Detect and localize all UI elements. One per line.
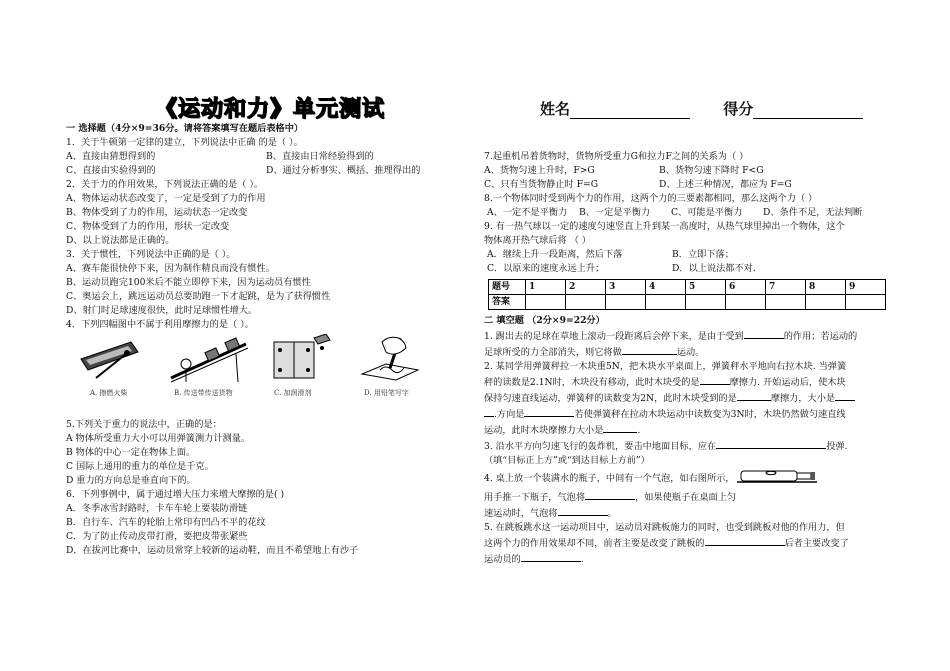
- answer-number-3: 3: [606, 280, 646, 295]
- q6-text: 6．下列事例中，属于通过增大压力来增大摩擦的是( ): [66, 489, 285, 500]
- f1-blank-2[interactable]: [622, 344, 677, 355]
- q1-option-b: B、直接由日常经验得到的: [266, 151, 374, 162]
- q5-option-c: C 国际上通用的重力的单位是千克。: [66, 461, 214, 472]
- q9-option-c: C．以原来的速度永远上升；: [487, 263, 605, 274]
- f2-line4: [484, 406, 894, 422]
- q2-text: 2．关于力的作用效果，下列说法正确的是（ ）。: [66, 179, 264, 190]
- f3-blank[interactable]: [716, 438, 826, 449]
- q7-option-a: A、货物匀速上升时，F>G: [484, 165, 595, 176]
- answer-number-8: 8: [806, 280, 846, 295]
- name-score-bar: [540, 98, 863, 119]
- f3-text: 投弹.: [826, 441, 848, 452]
- q1-option-c: C、直接由实验得到的: [66, 165, 156, 176]
- name-blank[interactable]: [570, 104, 690, 119]
- q4-caption-c: C. 加润滑剂: [274, 389, 312, 397]
- answer-table: [488, 279, 886, 310]
- lubricant-hinge-picture: [266, 334, 336, 384]
- f1-text: 运动。: [676, 347, 705, 358]
- q4-text: 4．下列四幅图中不属于利用摩擦力的是（ ）。: [66, 319, 254, 330]
- section1-title: 一 选择题（4分×9=36分。请将答案填写在题后表格中）: [66, 123, 304, 134]
- answer-table-answer-label: 答案: [489, 295, 526, 310]
- answer-cell[interactable]: [646, 295, 686, 310]
- f5-text: 后者主要改变了: [784, 538, 849, 549]
- f5-blank-2[interactable]: [521, 551, 581, 562]
- match-striking-picture: [76, 334, 146, 384]
- q9-line2: 物体离开热气球后将 （ ）: [484, 235, 591, 246]
- answer-cell[interactable]: [806, 295, 846, 310]
- f2-blank-1[interactable]: [700, 374, 730, 385]
- q7-options-ab: [484, 164, 894, 178]
- f4-line3: [484, 505, 894, 521]
- answer-cell[interactable]: [766, 295, 806, 310]
- q4-caption-a: A. 擦燃火柴: [90, 389, 128, 397]
- q5-text: 5.下列关于重力的说法中，正确的是：: [66, 419, 222, 430]
- right-column: [484, 150, 894, 567]
- q6-option-b: B．自行车、汽车的轮胎上常印有凹凸不平的花纹: [66, 517, 266, 528]
- f2-blank-3[interactable]: [835, 390, 855, 401]
- f3-line1: [484, 438, 894, 454]
- f2-text: 秤的读数是2.1N时，木块没有移动，此时木块受的是: [484, 377, 700, 388]
- f3-line2: （填“目标正上方”或“到达目标上方前”）: [484, 455, 650, 466]
- exam-title: 《运动和力》单元测试: [155, 97, 386, 122]
- q8-option-d: D、条件不足，无法判断: [763, 207, 863, 218]
- answer-number-7: 7: [766, 280, 806, 295]
- q6-option-c: C．为了防止传动皮带打滑，要把皮带张紧些: [66, 531, 248, 542]
- answer-cell[interactable]: [566, 295, 606, 310]
- q8-text: 8.一个物体同时受到两个力的作用，这两个力的三要素都相同，那么这两个力（ ）: [484, 193, 818, 204]
- q5-option-d: D 重力的方向总是垂直向下的。: [66, 475, 196, 486]
- q1-text: 1．关于牛顿第一定律的建立，下列说法中正确 的是（ ）。: [66, 137, 303, 148]
- f2-blank-3-cont[interactable]: [484, 406, 494, 417]
- f3-text: 3. 沿水平方向匀速飞行的轰炸机，要击中地面目标，应在: [484, 441, 717, 452]
- f2-text: .: [637, 425, 641, 436]
- f1-line1: [484, 328, 894, 344]
- f4-text: ，如果使瓶子在桌面上匀: [635, 492, 737, 503]
- f2-text: 摩擦力，大小是: [770, 393, 836, 404]
- f4-text: 。: [607, 508, 617, 519]
- f5-blank-1[interactable]: [705, 535, 785, 546]
- answer-number-9: 9: [846, 280, 886, 295]
- answer-number-2: 2: [566, 280, 606, 295]
- answer-cell[interactable]: [606, 295, 646, 310]
- f2-text: 摩擦力. 开始运动后，使木块: [729, 377, 846, 388]
- q8-option-a: A、一定不是平衡力: [487, 207, 568, 218]
- f2-line2: [484, 374, 894, 390]
- q7-option-d: D、上述三种情况，都应为 F=G: [659, 179, 792, 190]
- q4-caption-d: D. 用铅笔写字: [364, 389, 409, 397]
- q9-option-b: B．立即下落；: [672, 249, 734, 260]
- q6-option-a: A．冬季冰雪封路时，卡车车轮上要装防滑链: [66, 503, 248, 514]
- f4-text: 速运动时，气泡将: [484, 508, 558, 519]
- f1-blank-1[interactable]: [744, 328, 784, 339]
- q5-option-a: A 物体所受重力大小可以用弹簧测力计测量。: [66, 433, 251, 444]
- f4-text: 4. 桌上放一个装满水的瓶子，中间有一个气泡，如右图所示，: [484, 473, 735, 484]
- q1-options-ab: [66, 150, 466, 164]
- answer-number-6: 6: [726, 280, 766, 295]
- q1-option-d: D、通过分析事实、概括、推理得出的: [266, 165, 421, 176]
- f2-text: 若使弹簧秤在拉动木块运动中读数变为3N时，木块仍然做匀速直线: [574, 409, 846, 420]
- q7-option-c: C、只有当货物静止时 F=G: [484, 179, 599, 190]
- q3-option-c: C、奥运会上，跳远运动员总要助跑一下才起跳，是为了获得惯性: [66, 291, 331, 302]
- f2-text: 运动，此时木块摩擦力大小是: [484, 425, 604, 436]
- left-column: [66, 122, 466, 558]
- f1-text: 1. 踢出去的足球在草地上滚动一段距离后会停下来，是由于受到: [484, 331, 744, 342]
- q7-options-cd: [484, 178, 894, 192]
- q3-option-d: D、射门时足球速度很快，此时足球惯性增大。: [66, 305, 258, 316]
- q9-line1: 9. 有一热气球以一定的速度匀速竖直上升到某一高度时，从热气球里掉出一个物体，这个: [484, 221, 845, 232]
- conveyor-belt-picture: [166, 334, 256, 384]
- answer-table-number-row: [489, 280, 886, 295]
- q9-option-a: A．继续上升一段距离，然后下落: [487, 249, 623, 260]
- f5-line3: [484, 551, 894, 567]
- name-label: 姓名: [540, 100, 571, 118]
- f2-blank-2[interactable]: [737, 390, 771, 401]
- answer-number-5: 5: [686, 280, 726, 295]
- q1-options-cd: [66, 164, 466, 178]
- q4-pictures: [66, 334, 466, 414]
- q9-options-ab: [484, 248, 894, 262]
- answer-number-1: 1: [526, 280, 566, 295]
- f2-blank-4[interactable]: [524, 406, 574, 417]
- f4-text: 用手推一下瓶子，气泡将: [484, 492, 586, 503]
- score-blank[interactable]: [753, 104, 863, 119]
- q8-option-b: B、一定是平衡力: [579, 207, 651, 218]
- f5-line1: 5. 在跳板跳水这一运动项目中，运动员对跳板施力的同时，也受到跳板对他的作用力，但: [484, 522, 845, 533]
- q7-text: 7.起重机吊着货物时，货物所受重力G和拉力F之间的关系为（ ）: [484, 151, 749, 162]
- f5-line2: [484, 535, 894, 551]
- f1-text: 足球所受的力全部消失，则它将做: [484, 347, 622, 358]
- q3-option-a: A、赛车能很快停下来，因为制作精良而没有惯性。: [66, 263, 275, 274]
- q9-options-cd: [484, 262, 894, 276]
- answer-cell[interactable]: [846, 295, 886, 310]
- f2-line3: [484, 390, 894, 406]
- f1-text: 的作用；若运动的: [783, 331, 858, 342]
- f5-text: 运动员的: [484, 554, 521, 565]
- f2-text: .方向是: [494, 409, 525, 420]
- f2-text: 保持匀速直线运动，弹簧秤的读数变为2N，此时木块受到的是: [484, 393, 737, 404]
- answer-table-answer-row: [489, 295, 886, 310]
- q8-options: [484, 206, 894, 220]
- q5-option-b: B 物体的中心一定在物体上面。: [66, 447, 196, 458]
- f2-blank-5[interactable]: [603, 422, 637, 433]
- f4-line1: [484, 468, 894, 489]
- f4-blank-1[interactable]: [585, 489, 635, 500]
- q2-option-b: B、物体受到了力的作用，运动状态一定改变: [66, 207, 248, 218]
- q8-option-c: C、可能是平衡力: [671, 207, 743, 218]
- answer-table-number-label: 题号: [489, 280, 526, 295]
- q4-caption-b: B. 传送带传送货物: [174, 389, 233, 397]
- q2-option-d: D、以上说法都是正确的。: [66, 235, 175, 246]
- q3-text: 3．关于惯性，下列说法中正确的是（ ）。: [66, 249, 236, 260]
- score-label: 得分: [723, 100, 754, 118]
- q2-option-a: A、物体运动状态改变了，一定是受到了力的作用: [66, 193, 266, 204]
- answer-number-4: 4: [646, 280, 686, 295]
- f5-text: .: [580, 554, 584, 565]
- bottle-bubble-picture: [737, 468, 817, 489]
- answer-cell[interactable]: [686, 295, 726, 310]
- q7-option-b: B、货物匀速下降时 F<G: [659, 165, 764, 176]
- q2-option-c: C、物体受到了力的作用，形状一定改变: [66, 221, 230, 232]
- q3-option-b: B、运动员跑完100米后不能立即停下来，因为运动员有惯性: [66, 277, 311, 288]
- f5-text: 这两个力的作用效果却不同，前者主要是改变了跳板的: [484, 538, 705, 549]
- f2-line1: 2. 某同学用弹簧秤拉一木块重5N，把木块水平桌面上，弹簧秤水平地向右拉木块. 当弹簧: [484, 361, 847, 372]
- pencil-writing-picture: [356, 334, 426, 384]
- answer-cell[interactable]: [526, 295, 566, 310]
- q9-option-d: D．以上说法都不对.: [672, 263, 756, 274]
- f4-blank-2[interactable]: [558, 505, 608, 516]
- f4-line2: [484, 489, 894, 505]
- section2-title: 二 填空题 （2分×9=22分）: [484, 315, 605, 326]
- q1-option-a: A、直接由猜想得到的: [66, 151, 156, 162]
- answer-cell[interactable]: [726, 295, 766, 310]
- f2-line5: [484, 422, 894, 438]
- q6-option-d: D．在拔河比赛中，运动员常穿上较新的运动鞋，而且不希望地上有沙子: [66, 545, 359, 556]
- f1-line2: [484, 344, 894, 360]
